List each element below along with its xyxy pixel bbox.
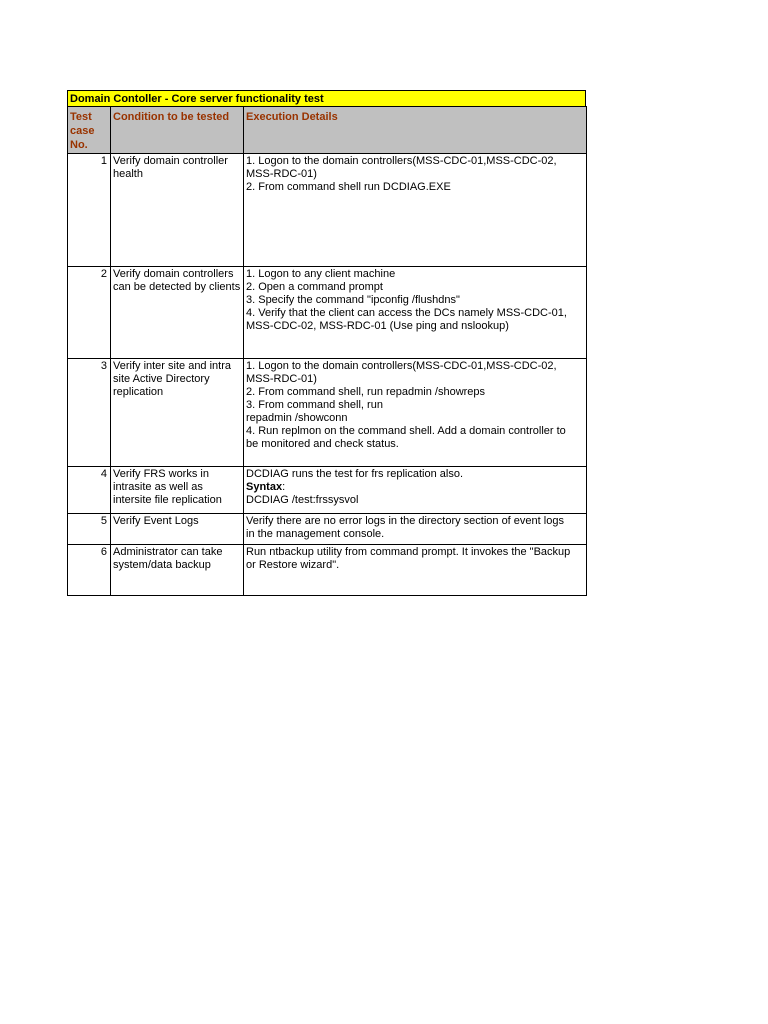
execution-cell: [244, 267, 587, 359]
test-case-number: 2: [68, 267, 111, 359]
test-plan-sheet: [67, 90, 586, 596]
sheet-title: Domain Contoller - Core server functionality test: [67, 90, 586, 106]
condition-cell: Verify domain controllers can be detected by clients: [111, 267, 244, 359]
table-row: [68, 154, 587, 267]
execution-line: or Restore wizard".: [246, 559, 340, 571]
syntax-line: [246, 481, 584, 494]
test-case-number: 4: [68, 467, 111, 514]
execution-line: MSS-CDC-02, MSS-RDC-01 (Use ping and nslookup): [246, 320, 509, 332]
execution-line: 1. Logon to any client machine: [246, 268, 396, 280]
test-case-number: 1: [68, 154, 111, 267]
execution-cell: [244, 359, 587, 467]
execution-line: 2. From command shell run DCDIAG.EXE: [246, 181, 451, 193]
condition-cell: Verify domain controller health: [111, 154, 244, 267]
header-condition: Condition to be tested: [111, 107, 244, 154]
table-row: [68, 545, 587, 596]
header-row: [68, 107, 587, 154]
execution-line: be monitored and check status.: [246, 438, 399, 450]
execution-line: DCDIAG runs the test for frs replication also.: [246, 468, 464, 480]
header-execution: Execution Details: [244, 107, 587, 154]
execution-line: 1. Logon to the domain controllers(MSS-CDC-01,MSS-CDC-02,: [246, 155, 557, 167]
execution-line: 4. Verify that the client can access the DCs namely MSS-CDC-01,: [246, 307, 567, 319]
execution-line: DCDIAG /test:frssysvol: [246, 494, 359, 506]
execution-line: 2. From command shell, run repadmin /showreps: [246, 386, 486, 398]
execution-line: Run ntbackup utility from command prompt. It invokes the "Backup: [246, 546, 571, 558]
table-row: [68, 359, 587, 467]
condition-cell: Verify FRS works in intrasite as well as intersite file replication: [111, 467, 244, 514]
test-case-table: [67, 106, 587, 596]
execution-line: 2. Open a command prompt: [246, 281, 383, 293]
execution-line: 3. Specify the command "ipconfig /flushdns": [246, 294, 460, 306]
execution-line: 1. Logon to the domain controllers(MSS-CDC-01,MSS-CDC-02,: [246, 360, 557, 372]
table-row: [68, 514, 587, 545]
execution-line: 3. From command shell, run: [246, 399, 383, 411]
execution-cell: [244, 467, 587, 514]
execution-cell: [244, 154, 587, 267]
execution-line: MSS-RDC-01): [246, 168, 317, 180]
execution-line: Verify there are no error logs in the directory section of event logs: [246, 515, 564, 527]
header-test-case: Test case No.: [68, 107, 111, 154]
condition-cell: Verify inter site and intra site Active Directory replication: [111, 359, 244, 467]
execution-cell: [244, 514, 587, 545]
syntax-colon: :: [282, 481, 286, 493]
execution-cell: [244, 545, 587, 596]
execution-line: 4. Run replmon on the command shell. Add a domain controller to: [246, 425, 566, 437]
test-case-number: 6: [68, 545, 111, 596]
table-row: [68, 267, 587, 359]
test-case-number: 3: [68, 359, 111, 467]
execution-line: MSS-RDC-01): [246, 373, 317, 385]
table-row: [68, 467, 587, 514]
condition-cell: Verify Event Logs: [111, 514, 244, 545]
syntax-label: Syntax: [246, 481, 283, 493]
condition-cell: Administrator can take system/data backup: [111, 545, 244, 596]
test-case-number: 5: [68, 514, 111, 545]
execution-line: repadmin /showconn: [246, 412, 348, 424]
execution-line: in the management console.: [246, 528, 385, 540]
